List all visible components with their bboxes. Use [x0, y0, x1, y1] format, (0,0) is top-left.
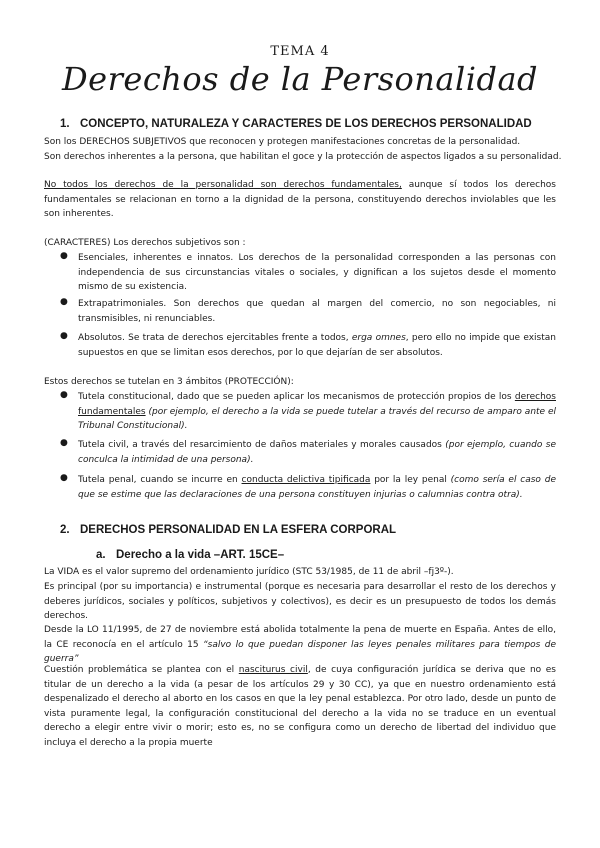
fundamental-note-rest: aunque sí todos los derechos fundamentales se relacionan en torno a la dignidad de la persona, constituyendo derechos inviolables que les son inherentes.: [44, 180, 556, 219]
conducta-delictiva-text: conducta delictiva tipificada: [241, 475, 371, 485]
pena-muerte-quote: “salvo lo que puedan disponer las leyes penales militares para tiempos de guerra”: [44, 639, 556, 664]
bullet-icon: ●: [60, 297, 68, 307]
section-1-number: 1.: [60, 118, 70, 130]
list-item-tutela-constitucional: [78, 390, 556, 434]
bullet-icon: ●: [60, 331, 68, 341]
section-2-title: DERECHOS PERSONALIDAD EN LA ESFERA CORPORAL: [80, 524, 397, 536]
pena-muerte-text: Desde la LO 11/1995, de 27 de noviembre está abolida totalmente la pena de muerte en España. Antes de ello, la CE reconocía en el artículo 15: [44, 625, 556, 650]
list-item-esenciales: Esenciales, inherentes e innatos. Los derechos de la personalidad corresponden a las personas con independencia de sus circunstancias vitales o sociales, y dignifican a los sujetos desde el momento mismo de su existencia.: [78, 253, 556, 292]
derechos-fundamentales-link: derechos fundamentales: [78, 392, 556, 417]
paragraph-definition: Son los DERECHOS SUBJETIVOS que reconocen y protegen manifestaciones concretas de la personalidad.: [44, 137, 521, 147]
section-1-heading: [60, 118, 532, 130]
fundamental-note: No todos los derechos de la personalidad son derechos fundamentales,: [44, 180, 402, 190]
list-item-absolutos: [78, 331, 556, 360]
absolutos-text-rest: , pero ello no impide que existan supuestos en que se limitan esos derechos, por lo que dejarían de ser absolutos.: [78, 333, 556, 358]
list-item-tutela-civil: [78, 438, 556, 467]
tutela-constitucional-example: (por ejemplo, el derecho a la vida se puede tutelar a través del recurso de amparo ante el Tribunal Constitucional).: [78, 406, 556, 431]
paragraph-pena-muerte: [44, 623, 556, 667]
section-2-heading: [60, 524, 396, 536]
document-title: Derechos de la Personalidad: [61, 60, 538, 98]
paragraph-fundamental: [44, 178, 556, 222]
bullet-icon: ●: [60, 390, 68, 400]
tutela-penal-example: (como sería el caso de que se estime que las declaraciones de una persona constituyen injurias o calumnias contra otra).: [78, 475, 556, 500]
tutela-constitucional-text: Tutela constitucional, dado que se pueden aplicar los mecanismos de protección propios de los: [78, 392, 515, 402]
erga-omnes-text: erga omnes: [351, 333, 406, 343]
paragraph-inherent: Son derechos inherentes a la persona, que habilitan el goce y la protección de aspectos ligados a su personalidad.: [44, 152, 562, 162]
paragraph-vida-principal: Es principal (por su importancia) e instrumental (porque es necesaria para desarrollar el resto de los derechos y deberes jurídicos, sociales y políticos, subjetivos y colectivos), es decir es un presupuesto de todos los demás derechos.: [44, 582, 556, 621]
tutela-penal-text-mid: por la ley penal: [370, 475, 451, 485]
list-item-extrapatrimoniales: Extrapatrimoniales. Son derechos que quedan al margen del comercio, no son negociables, ni transmisibles, ni renunciables.: [78, 299, 556, 324]
section-2-number: 2.: [60, 524, 70, 536]
bullet-icon: ●: [60, 438, 68, 448]
tutela-civil-text: Tutela civil, a través del resarcimiento de daños materiales y morales causados: [78, 440, 446, 450]
bullet-icon: ●: [60, 251, 68, 261]
paragraph-vida-valor: La VIDA es el valor supremo del ordenamiento jurídico (STC 53/1985, de 11 de abril –fj3º-).: [44, 567, 454, 577]
nasciturus-text: Cuestión problemática se plantea con el: [44, 665, 239, 675]
subsection-a-letter: a.: [96, 549, 106, 561]
subsection-a-title: Derecho a la vida –ART. 15CE–: [116, 549, 285, 561]
nasciturus-term: nasciturus civil: [238, 665, 308, 675]
caracteres-intro: (CARACTERES) Los derechos subjetivos son :: [44, 238, 246, 248]
subsection-a-heading: [96, 549, 284, 561]
nasciturus-text-rest: , de cuya configuración jurídica se deriva que no es titular de un derecho a la vida (a pesar de los artículos 29 y 30 CC), ya que en nuestro ordenamiento está despenalizado el derecho al aborto en los casos en que la ley penal establezca. Por otro lado, desde un punto de vista puramente legal, la configuración constitucional del derecho a la vida no se traduce en un eventual derecho a elegir entre vivir o morir; esto es, no se configura como un derecho de libertad del individuo que incluya el derecho a la propia muerte: [44, 665, 556, 748]
chapter-number: TEMA 4: [270, 44, 330, 59]
tutela-civil-example: (por ejemplo, cuando se conculca la intimidad de una persona).: [78, 440, 556, 465]
absolutos-text: Absolutos. Se trata de derechos ejercitables frente a todos,: [78, 333, 352, 343]
list-item-tutela-penal: [78, 473, 556, 502]
section-1-title: CONCEPTO, NATURALEZA Y CARACTERES DE LOS DERECHOS PERSONALIDAD: [80, 118, 532, 130]
bullet-icon: ●: [60, 473, 68, 483]
proteccion-intro: Estos derechos se tutelan en 3 ámbitos (PROTECCIÓN):: [44, 377, 294, 387]
paragraph-nasciturus: [44, 663, 556, 750]
tutela-penal-text: Tutela penal, cuando se incurre en: [78, 475, 242, 485]
